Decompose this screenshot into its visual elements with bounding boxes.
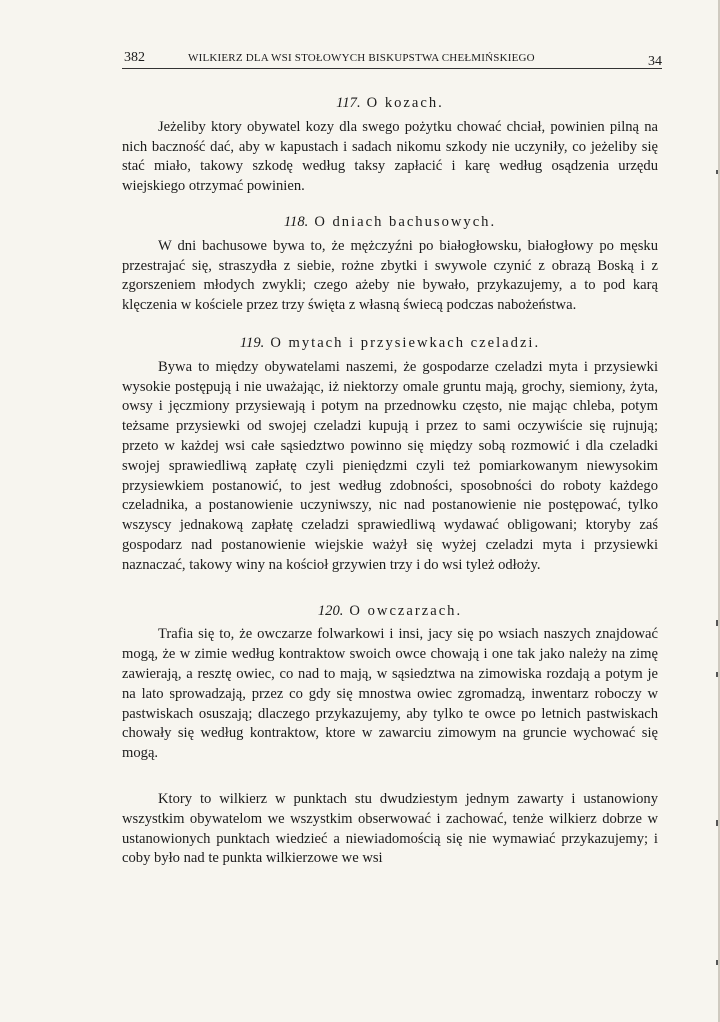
section-number-117: 117. [336, 95, 361, 111]
closing-paragraph: Ktory to wilkierz w punktach stu dwudziestym jednym zawarty i ustanowiony wszystkim obywatelom we wszystkim obserwować i zachować, tenże wilkierz dobrze w ustanowionych punktach wiedzieć a niewiadomością się nie wymawiać przykazujemy; i coby było nad te punkta wilkierzowe we wsi [122, 790, 658, 867]
section-paragraph-118: W dni bachusowe bywa to, że mężczyźni po białogłowsku, białogłowy po męsku przestrajać się, straszydła z siebie, rożne zbytki i swywole czynić z obrazą Boską i z zgorszeniem młodych zwykli; czego ażeby nie bywało, przykazujemy, a to pod karą klęczenia w kościele przez trzy święta z własną świecą podczas nabożeństwa. [122, 237, 658, 314]
page-edge-marks [680, 0, 720, 1022]
body-text [122, 94, 658, 869]
running-title: WILKIERZ DLA WSI STOŁOWYCH BISKUPSTWA CHEŁMIŃSKIEGO [188, 52, 535, 64]
page-number: 382 [124, 50, 145, 65]
section-paragraph-120: Trafia się to, że owczarze folwarkowi i insi, jacy się po wsiach naszych znajdować mogą, że w zimie według kontraktow swoich owce chowają i one tak jako należy na zimę zawierają, a resztę owiec, co nad to mają, w sąsiedztwa na zimowiska rozdają a potym je na lato sprowadzają, przez co gdy się mnostwa owiec zgromadzą, inwentarz roboczy w pastwiskach osuszają; dlaczego przykazujemy, aby tylko te owce po letnich pastwiskach chowały się według kontraktow, ktore w zawarciu zimowym na gruncie wychować się mogą. [122, 626, 658, 762]
section-title-119: O mytach i przysiewkach czeladzi. [270, 334, 541, 351]
section-number: 34 [648, 54, 662, 69]
section-number-118: 118. [283, 213, 309, 230]
section-paragraph-119: Bywa to między obywatelami naszemi, że gospodarze czeladzi myta i przysiewki wysokie postępują i nie uważając, iż niektorzy omale gruntu mają, grochy, siemiony, żyta, owsy i jęczmiony przysiewają i potym na przednowku często, nie mając chleba, potym teżsame przysiewki od swojej czeladzi kupują i przez to sami oczywiście się rujnują; przeto w każdej wsi całe sąsiedztwo powinno się między sobą rozmowić i dla czeladki swojej sprawiedliwą zapłatę czyli pieniędzmi czyli też pomiarkowanym niewysokim przysiewkiem postanowić, to jest według zdobności, sposobności do roboty każdego czeladnika, a postanowienie uczyniwszy, nic nad postanowienie nie postępować, tylko wszyscy jednakową zapłatę czeladzi sprawiedliwą wydawać obligowani; ktoryby zaś gospodarz nad postanowienie wiejskie ważył się wyżej czeladzi myta i przysiewki naznaczać, takowy winy na kościoł grzywien trzy i do wsi tyleż odłoży. [122, 358, 658, 573]
running-header [122, 46, 662, 69]
section-heading-117 [122, 94, 658, 114]
section-title-118: O dniach bachusowych. [314, 213, 497, 230]
section-number-120: 120. [317, 602, 344, 619]
section-heading-119 [122, 334, 658, 354]
section-title-120: O owczarzach. [349, 602, 463, 619]
section-paragraph-117: Jeżeliby ktory obywatel kozy dla swego pożytku chować chciał, powinien pilną na nich baczność dać, aby w kapustach i sadach nikomu szkody nie uczyniły, co jeżeliby się stać miało, takowy szkodę według taksy zapłacić i karę według osądzenia urzędu wiejskiego otrzymać powinien. [122, 118, 658, 195]
section-number-119: 119. [239, 334, 265, 351]
section-heading-120 [122, 602, 658, 622]
section-title-117: O kozach. [366, 95, 444, 111]
section-heading-118 [122, 213, 658, 233]
